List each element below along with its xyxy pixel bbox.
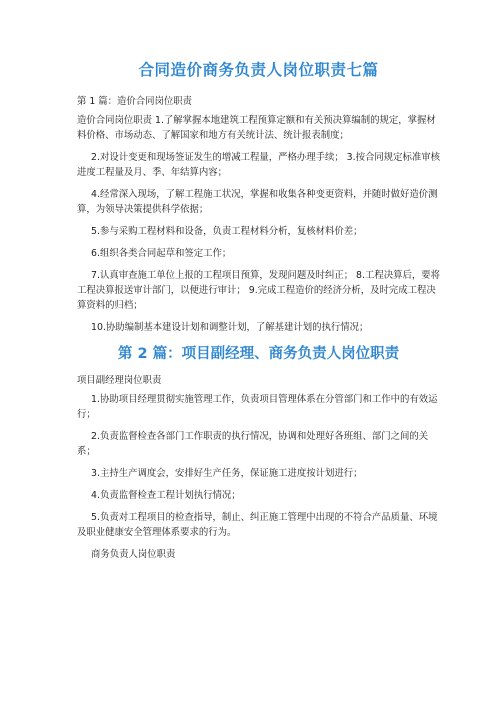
paragraph: 7.认真审查施工单位上报的工程项目预算，发现问题及时纠正； 8.工程决算后，要将工程决算报送审计部门，以便进行审计； 9.完成工程造价的经济分析，及时完成工程决算资料的归档； (77, 270, 440, 311)
paragraph: 5.参与采购工程材料和设备，负责工程材料分析，复核材料价差； (91, 226, 363, 237)
section-title: 第 2 篇：项目副经理、商务负责人岗位职责 (117, 346, 400, 362)
paragraph: 4.负责监督检查工程计划执行情况； (91, 490, 241, 501)
paragraph: 5.负责对工程项目的检查指导，制止、纠正施工管理中出现的不符合产品质量、环境及职业健康安全管理体系要求的行为。 (77, 512, 438, 538)
paragraph: 4.经常深入现场，了解工程施工状况，掌握和收集各种变更资料，并随时做好造价测算，为领导决策提供科学依据； (77, 189, 438, 215)
paragraph: 2.负责监督检查各部门工作职责的执行情况，协调和处理好各班组、部门之间的关系； (77, 431, 429, 457)
document-title: 合同造价商务负责人岗位职责七篇 (138, 61, 379, 79)
paragraph: 10.协助编制基本建设计划和调整计划，了解基建计划的执行情况； (91, 322, 369, 333)
paragraph: 造价合同岗位职责 1.了解掌握本地建筑工程预算定额和有关预决算编制的规定，掌握材料价格、市场动态、了解国家和地方有关统计法、统计报表制度； (77, 115, 436, 141)
paragraph: 2.对设计变更和现场签证发生的增减工程量，严格办理手续； 3.按合同规定标准审核进度工程量及月、季、年结算内容； (77, 152, 440, 178)
spacer (77, 80, 440, 94)
document-page (0, 60, 502, 709)
paragraph: 1.协助项目经理贯彻实施管理工作，负责项目管理体系在分管部门和工作中的有效运行； (77, 394, 438, 420)
section-heading: 项目副经理岗位职责 (77, 375, 162, 386)
paragraph: 3.主持生产调度会，安排好生产任务，保证施工进度按计划进行； (91, 468, 363, 479)
section-heading: 第 1 篇：造价合同岗位职责 (77, 96, 193, 107)
paragraph: 6.组织各类合同起草和签定工作； (91, 248, 232, 259)
sub-heading: 商务负责人岗位职责 (91, 549, 176, 560)
